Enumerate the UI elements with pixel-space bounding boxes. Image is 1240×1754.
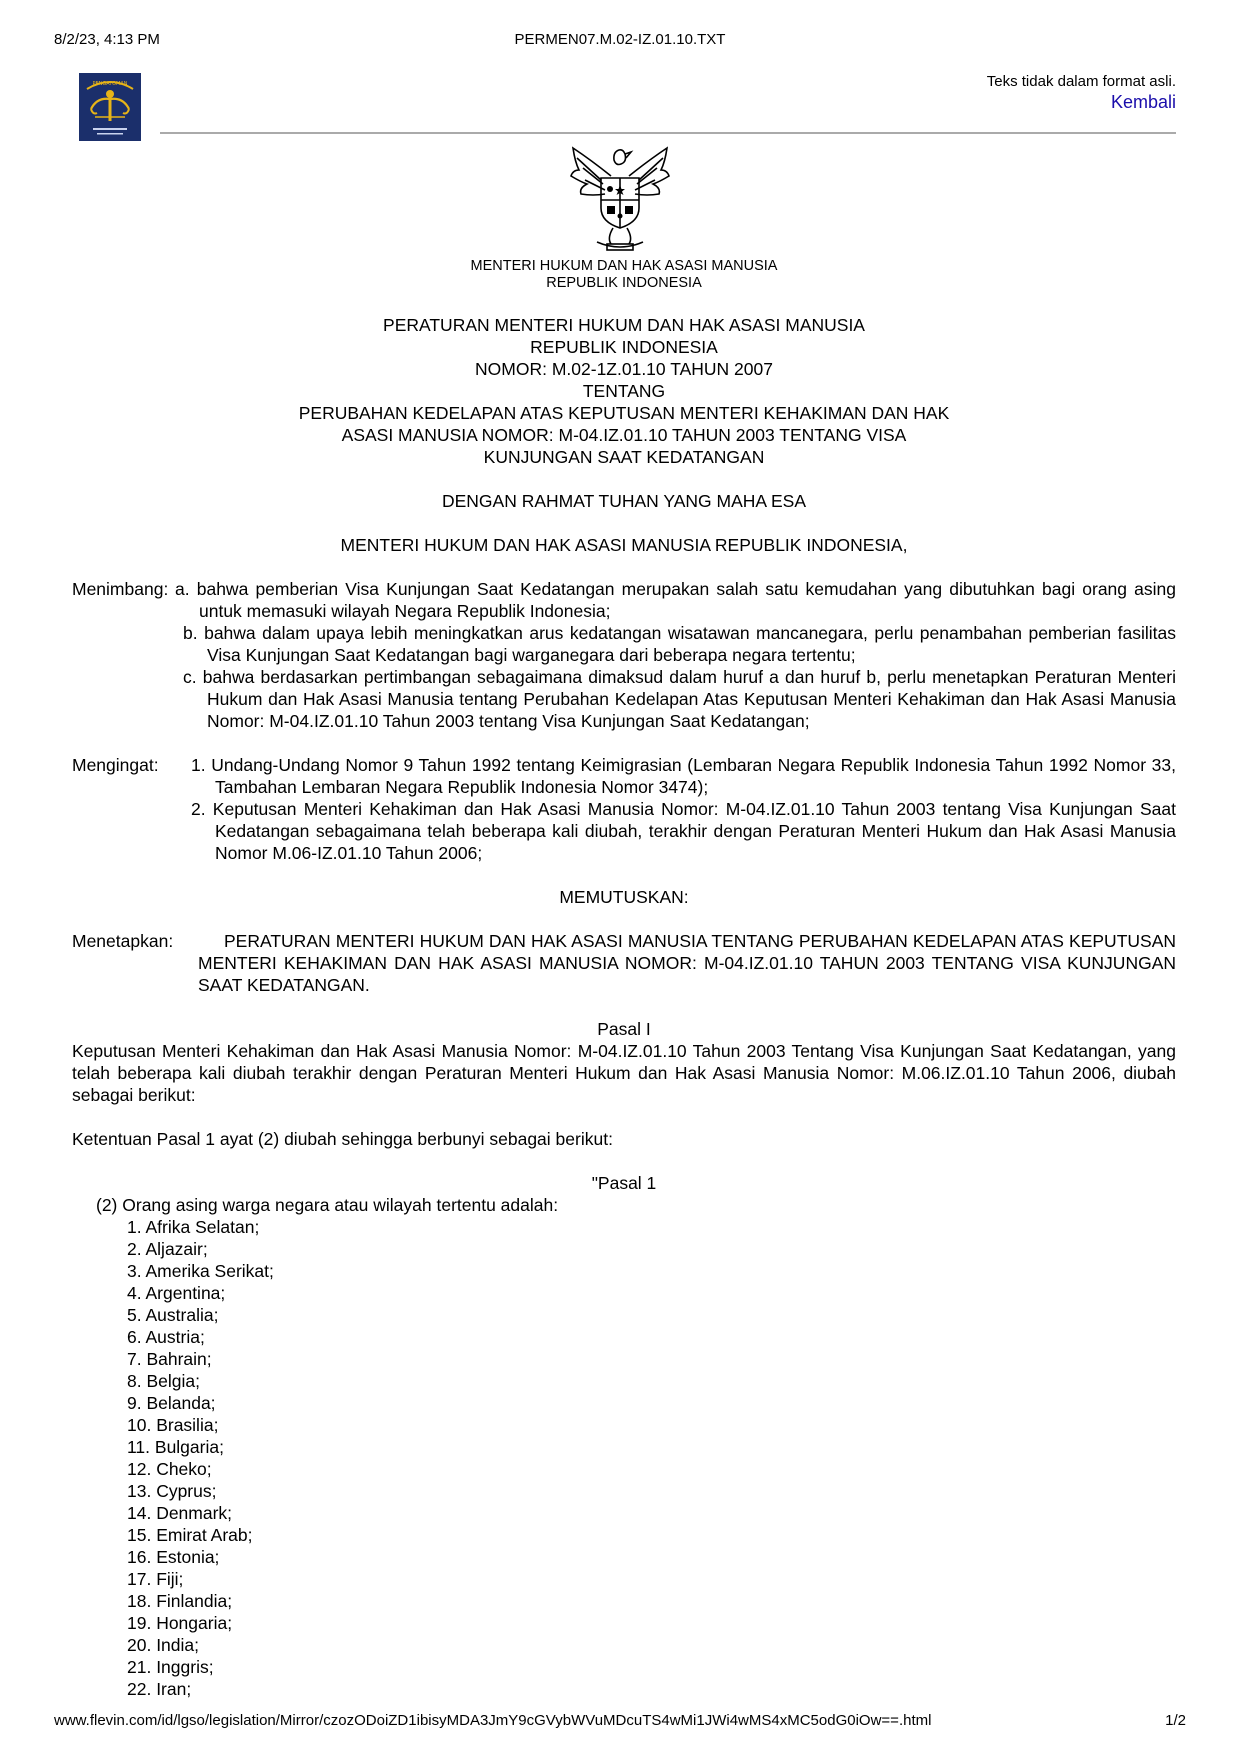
title-line: PERUBAHAN KEDELAPAN ATAS KEPUTUSAN MENTERI KEHAKIMAN DAN HAK [298,403,950,423]
title-line: ASASI MANUSIA NOMOR: M-04.IZ.01.10 TAHUN 2003 TENTANG VISA [341,425,907,445]
country-list [72,1216,1176,1700]
menetapkan-text: PERATURAN MENTERI HUKUM DAN HAK ASASI MANUSIA TENTANG PERUBAHAN KEDELAPAN ATAS KEPUTUSAN MENTERI KEHAKIMAN DAN HAK ASASI MANUSIA NOMOR: M-04.IZ.01.10 TAHUN 2003 TENTANG VISA KUNJUNGAN SAAT KEDATANGAN. [198,931,1176,995]
menimbang-item: a. bahwa pemberian Visa Kunjungan Saat Kedatangan merupakan salah satu kemudahan yang dibutuhkan bagi orang asing untuk memasuki wilayah Negara Republik Indonesia; [175,579,1176,621]
ministry-name [72,258,1176,292]
list-item: 17. Fiji; [127,1569,184,1589]
list-item: 1. Afrika Selatan; [127,1217,260,1237]
memutuskan-heading: MEMUTUSKAN: [559,887,689,907]
list-item: 9. Belanda; [127,1393,216,1413]
title-line: PERATURAN MENTERI HUKUM DAN HAK ASASI MANUSIA [383,315,865,335]
print-url: www.flevin.com/id/lgso/legislation/Mirror/czozODoiZD1ibisyMDA3JmY9cGVybWVuMDcuTS4wMi1JWi4wMS4xMC5odG0iOw==.html [54,1712,932,1729]
print-date: 8/2/23, 4:13 PM [54,31,160,48]
header-divider [160,132,1176,134]
title-line: KUNJUNGAN SAAT KEDATANGAN [483,447,765,467]
mengingat-item: 2. Keputusan Menteri Kehakiman dan Hak Asasi Manusia Nomor: M-04.IZ.01.10 Tahun 2003 tentang Visa Kunjungan Saat Kedatangan sebagaimana telah beberapa kali diubah, terakhir dengan Peraturan Menteri Hukum dan Hak Asasi Manusia Nomor M.06-IZ.01.10 Tahun 2006; [191,799,1176,863]
list-item: 21. Inggris; [127,1657,214,1677]
list-item: 18. Finlandia; [127,1591,233,1611]
document-body [72,258,1176,1700]
menetapkan-section [72,930,1176,996]
list-item: 12. Cheko; [127,1459,212,1479]
logo-lettering: PENGAYOMAN [92,81,128,87]
format-notice-text: Teks tidak dalam format asli. [986,73,1176,90]
ketentuan-line: Ketentuan Pasal 1 ayat (2) diubah sehingga berbunyi sebagai berikut: [72,1129,613,1149]
print-file-title: PERMEN07.M.02-IZ.01.10.TXT [514,31,726,48]
list-item: 19. Hongaria; [127,1613,233,1633]
menimbang-item: c. bahwa berdasarkan pertimbangan sebagaimana dimaksud dalam huruf a dan huruf b, perlu menetapkan Peraturan Menteri Hukum dan Hak Asasi Manusia tentang Perubahan Kedelapan Atas Keputusan Menteri Kehakiman dan Hak Asasi Manusia Nomor: M-04.IZ.01.10 Tahun 2003 tentang Visa Kunjungan Saat Kedatangan; [183,667,1176,731]
page-number: 1/2 [1165,1712,1186,1729]
list-item: 2. Aljazair; [127,1239,208,1259]
ministry-line: REPUBLIK INDONESIA [546,275,702,291]
list-item: 22. Iran; [127,1679,192,1699]
pasal-i-heading: Pasal I [597,1019,651,1039]
list-item: 4. Argentina; [127,1283,226,1303]
list-item: 5. Australia; [127,1305,219,1325]
title-line: NOMOR: M.02-1Z.01.10 TAHUN 2007 [475,359,773,379]
format-notice [987,73,1176,113]
list-item: 11. Bulgaria; [127,1437,224,1457]
menimbang-item: b. bahwa dalam upaya lebih meningkatkan arus kedatangan wisatawan mancanegara, perlu penambahan pemberian fasilitas Visa Kunjungan Saat Kedatangan bagi warganegara dari beberapa negara tertentu; [183,623,1176,665]
rahmat-line: DENGAN RAHMAT TUHAN YANG MAHA ESA [441,491,806,511]
ministry-line: MENTERI HUKUM DAN HAK ASASI MANUSIA [470,258,778,274]
pengayoman-logo [79,73,141,141]
regulation-title [72,314,1176,468]
pasal-i-body: Keputusan Menteri Kehakiman dan Hak Asasi Manusia Nomor: M-04.IZ.01.10 Tahun 2003 Tentang Visa Kunjungan Saat Kedatangan, yang telah beberapa kali diubah terakhir dengan Peraturan Menteri Hukum dan Hak Asasi Manusia Nomor: M.06.IZ.01.10 Tahun 2006, diubah sebagai berikut: [72,1041,1176,1105]
pasal-1-intro: (2) Orang asing warga negara atau wilayah tertentu adalah: [96,1195,559,1215]
mengingat-item: 1. Undang-Undang Nomor 9 Tahun 1992 tentang Keimigrasian (Lembaran Negara Republik Indonesia Tahun 1992 Nomor 33, Tambahan Lembaran Negara Republik Indonesia Nomor 3474); [191,755,1176,797]
menetapkan-label: Menetapkan: [72,931,174,951]
list-item: 10. Brasilia; [127,1415,219,1435]
mengingat-label: Mengingat: [72,755,159,775]
pasal-1-heading: "Pasal 1 [591,1173,657,1193]
list-item: 6. Austria; [127,1327,205,1347]
back-link[interactable]: Kembali [1110,92,1176,112]
title-line: TENTANG [582,381,666,401]
list-item: 7. Bahrain; [127,1349,212,1369]
list-item: 20. India; [127,1635,199,1655]
menimbang-label: Menimbang: [72,579,169,599]
list-item: 16. Estonia; [127,1547,220,1567]
mengingat-section [72,754,1176,864]
list-item: 8. Belgia; [127,1371,200,1391]
title-line: REPUBLIK INDONESIA [530,337,718,357]
list-item: 13. Cyprus; [127,1481,217,1501]
list-item: 14. Denmark; [127,1503,233,1523]
garuda-emblem-icon [561,140,679,256]
list-item: 15. Emirat Arab; [127,1525,253,1545]
menimbang-section [72,578,1176,732]
list-item: 3. Amerika Serikat; [127,1261,274,1281]
menteri-line: MENTERI HUKUM DAN HAK ASASI MANUSIA REPUBLIK INDONESIA, [340,535,908,555]
